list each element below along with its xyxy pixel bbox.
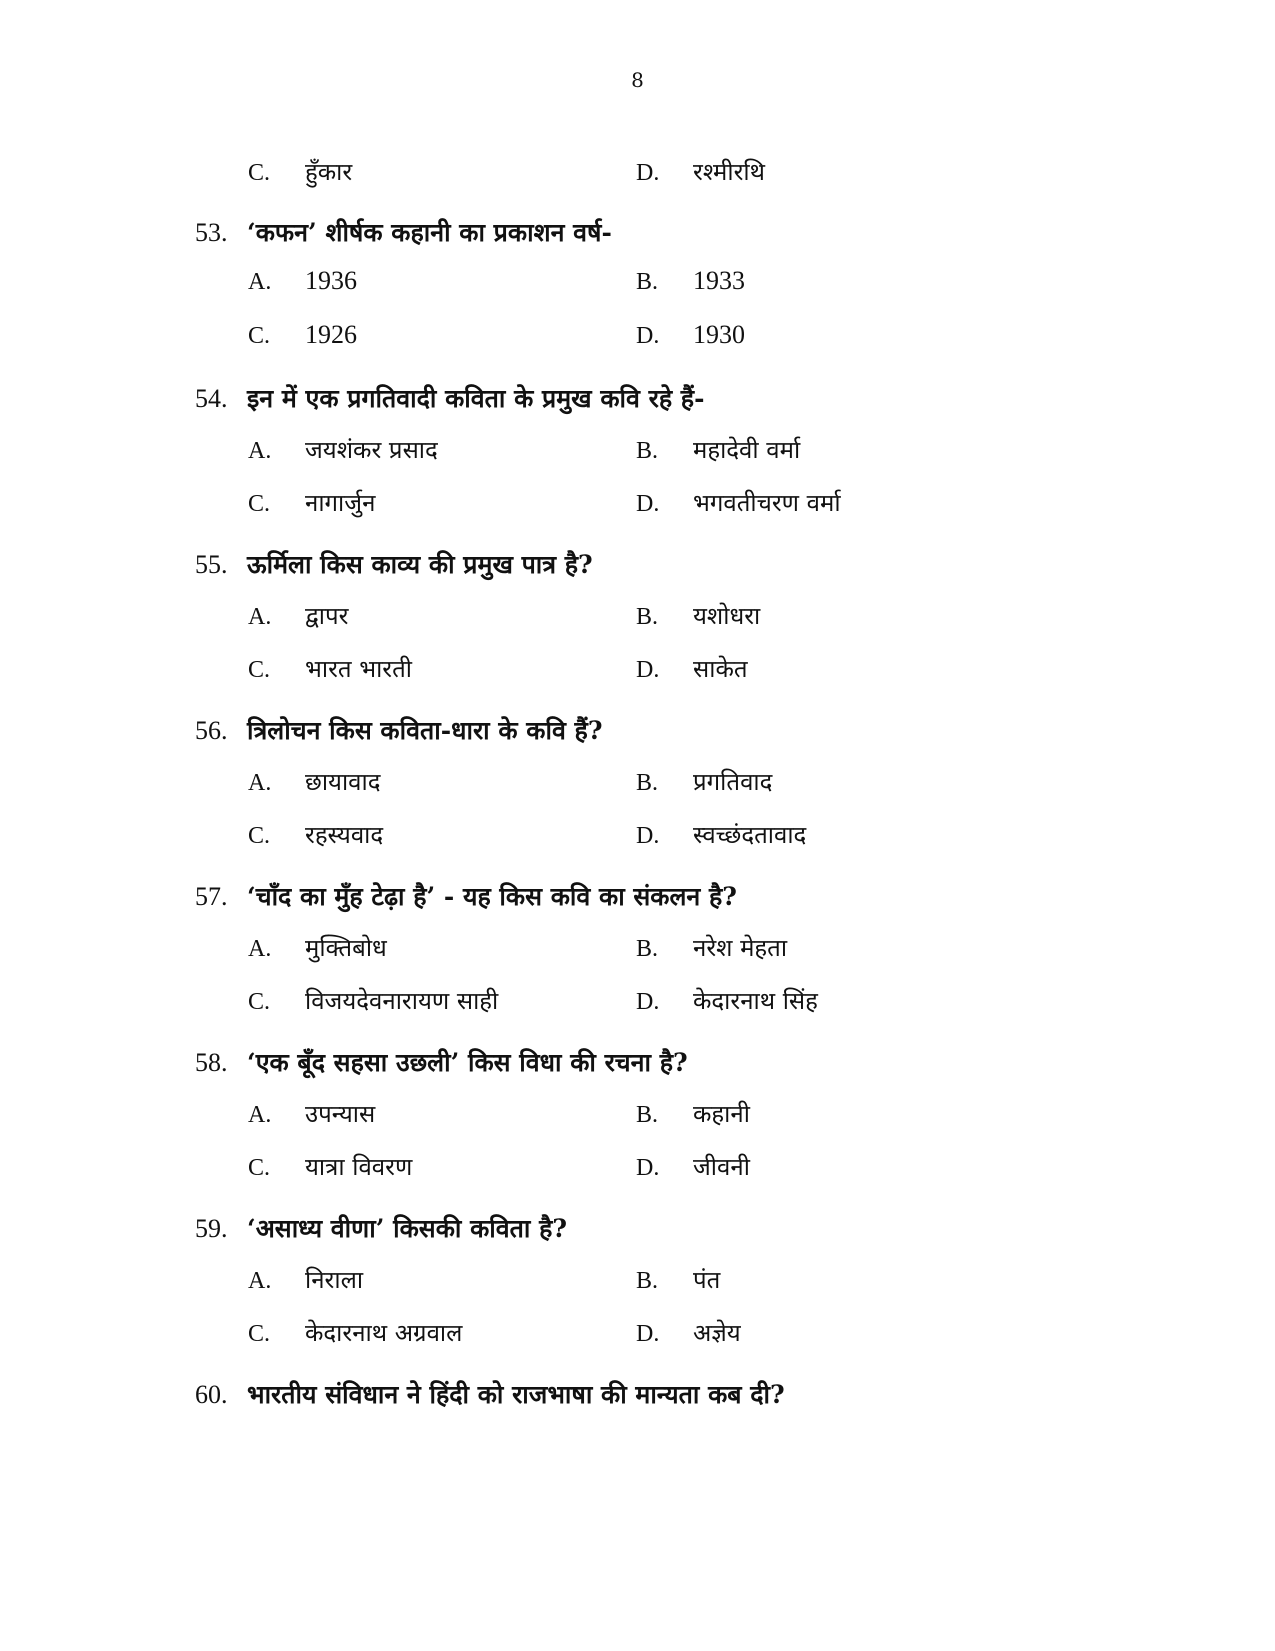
option-text: केदारनाथ अग्रवाल xyxy=(305,1319,463,1347)
option-a xyxy=(248,433,438,466)
option-text: उपन्यास xyxy=(305,1100,376,1128)
option-d xyxy=(636,486,841,519)
option-letter: D. xyxy=(636,657,660,683)
option-b xyxy=(636,1263,720,1296)
question-number: 55. xyxy=(195,550,228,579)
option-letter: D. xyxy=(636,823,660,849)
option-letter: A. xyxy=(248,936,272,962)
option-text: मुक्तिबोध xyxy=(305,934,387,962)
option-d xyxy=(636,984,818,1017)
option-text: नरेश मेहता xyxy=(693,934,788,962)
question-number: 53. xyxy=(195,218,228,247)
option-text: कहानी xyxy=(693,1100,750,1128)
option-a xyxy=(248,1263,363,1296)
option-text: 1930 xyxy=(693,320,745,349)
option-text: जयशंकर प्रसाद xyxy=(305,436,438,464)
question-number: 58. xyxy=(195,1048,228,1077)
option-text: रहस्यवाद xyxy=(305,821,384,849)
option-text: महादेवी वर्मा xyxy=(693,436,801,464)
option-b xyxy=(636,931,787,964)
question-57 xyxy=(195,879,737,913)
option-text: द्वापर xyxy=(305,602,349,630)
option-text: नागार्जुन xyxy=(305,489,376,517)
option-letter: D. xyxy=(636,323,660,349)
question-59 xyxy=(195,1211,567,1245)
option-letter: D. xyxy=(636,1321,660,1347)
option-c xyxy=(248,1150,412,1183)
option-letter: B. xyxy=(636,269,659,295)
option-text: पंत xyxy=(693,1266,721,1294)
option-letter: B. xyxy=(636,770,659,796)
option-c xyxy=(248,984,498,1017)
option-c xyxy=(248,486,375,519)
option-a xyxy=(248,931,387,964)
option-text: स्वच्छंदतावाद xyxy=(693,821,807,849)
option-text: केदारनाथ सिंह xyxy=(693,987,818,1015)
option-letter: C. xyxy=(248,823,271,849)
question-54 xyxy=(195,381,704,415)
option-a xyxy=(248,765,380,798)
option-text: भारत भारती xyxy=(305,655,413,683)
option-letter: A. xyxy=(248,770,272,796)
option-c xyxy=(248,155,352,188)
question-text: भारतीय संविधान ने हिंदी को राजभाषा की मान्यता कब दी? xyxy=(247,1380,785,1409)
option-letter: B. xyxy=(636,1268,659,1294)
option-c xyxy=(248,652,412,685)
option-a xyxy=(248,599,348,632)
option-letter: A. xyxy=(248,1102,272,1128)
question-60 xyxy=(195,1377,785,1411)
option-text: साकेत xyxy=(693,655,748,683)
option-letter: D. xyxy=(636,491,660,517)
option-text: निराला xyxy=(305,1266,364,1294)
option-letter: B. xyxy=(636,1102,659,1128)
option-text: 1933 xyxy=(693,266,745,295)
option-a xyxy=(248,1097,375,1130)
question-55 xyxy=(195,547,593,581)
option-letter: C. xyxy=(248,1321,271,1347)
option-text: 1926 xyxy=(305,320,357,349)
option-letter: A. xyxy=(248,1268,272,1294)
option-text: भगवतीचरण वर्मा xyxy=(693,489,841,517)
page-number: 8 xyxy=(631,68,644,92)
question-number: 59. xyxy=(195,1214,228,1243)
option-c xyxy=(248,818,383,851)
option-text: यात्रा विवरण xyxy=(305,1153,413,1181)
option-a xyxy=(248,266,357,296)
option-letter: A. xyxy=(248,604,272,630)
question-text: इन में एक प्रगतिवादी कविता के प्रमुख कवि रहे हैं- xyxy=(247,384,705,413)
option-d xyxy=(636,1150,750,1183)
option-letter: C. xyxy=(248,323,271,349)
option-d xyxy=(636,1316,741,1349)
question-text: ‘चाँद का मुँह टेढ़ा है’ - यह किस कवि का संकलन है? xyxy=(247,882,737,911)
option-d xyxy=(636,155,765,188)
option-text: रश्मीरथि xyxy=(693,158,765,186)
option-letter: D. xyxy=(636,1155,660,1181)
question-text: ‘एक बूँद सहसा उछली’ किस विधा की रचना है? xyxy=(247,1048,688,1077)
option-letter: C. xyxy=(248,989,271,1015)
option-text: यशोधरा xyxy=(693,602,761,630)
option-letter: B. xyxy=(636,438,659,464)
option-b xyxy=(636,266,745,296)
option-c xyxy=(248,1316,462,1349)
question-text: त्रिलोचन किस कविता-धारा के कवि हैं? xyxy=(247,716,603,745)
option-text: छायावाद xyxy=(305,768,381,796)
option-d xyxy=(636,320,745,350)
option-text: 1936 xyxy=(305,266,357,295)
option-text: हुँकार xyxy=(305,158,353,186)
option-letter: D. xyxy=(636,160,660,186)
question-number: 56. xyxy=(195,716,228,745)
question-number: 54. xyxy=(195,384,228,413)
option-text: जीवनी xyxy=(693,1153,750,1181)
option-text: विजयदेवनारायण साही xyxy=(305,987,499,1015)
option-b xyxy=(636,765,772,798)
option-b xyxy=(636,1097,750,1130)
option-d xyxy=(636,818,806,851)
option-letter: C. xyxy=(248,160,271,186)
question-number: 57. xyxy=(195,882,228,911)
option-letter: C. xyxy=(248,491,271,517)
question-number: 60. xyxy=(195,1380,228,1409)
option-d xyxy=(636,652,748,685)
option-letter: C. xyxy=(248,1155,271,1181)
question-58 xyxy=(195,1045,688,1079)
option-b xyxy=(636,433,800,466)
option-b xyxy=(636,599,760,632)
question-53 xyxy=(195,215,612,249)
option-letter: C. xyxy=(248,657,271,683)
option-letter: D. xyxy=(636,989,660,1015)
question-text: ‘असाध्य वीणा’ किसकी कविता है? xyxy=(247,1214,567,1243)
option-c xyxy=(248,320,357,350)
question-text: ‘कफन’ शीर्षक कहानी का प्रकाशन वर्ष- xyxy=(247,218,612,247)
option-letter: B. xyxy=(636,936,659,962)
option-letter: A. xyxy=(248,269,272,295)
option-text: प्रगतिवाद xyxy=(693,768,773,796)
question-text: ऊर्मिला किस काव्य की प्रमुख पात्र है? xyxy=(247,550,593,579)
option-text: अज्ञेय xyxy=(693,1319,741,1347)
option-letter: A. xyxy=(248,438,272,464)
option-letter: B. xyxy=(636,604,659,630)
question-56 xyxy=(195,713,602,747)
